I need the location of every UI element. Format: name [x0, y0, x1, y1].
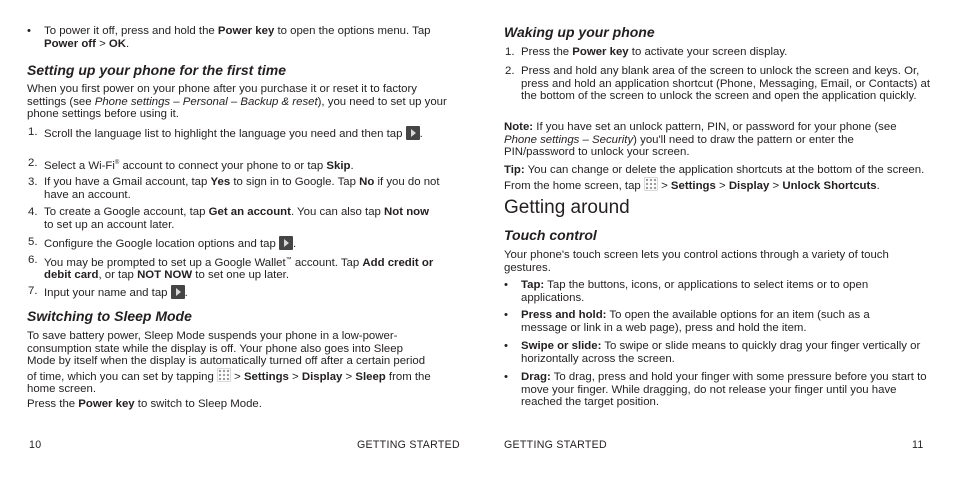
next-arrow-icon: [279, 236, 293, 250]
footer-section-left: GETTING STARTED: [357, 439, 460, 451]
sleep-press-power: Press the Power key to switch to Sleep Mode.: [27, 398, 262, 410]
power-off-bullet: • To power it off, press and hold the Power key to open the options menu. Tap Power off > OK.: [27, 25, 454, 50]
setup-step-4: 4. To create a Google account, tap Get an account. You can also tap Not now to set up an account later.: [28, 206, 429, 231]
gesture-swipe: • Swipe or slide: To swipe or slide means to quickly drag your finger vertically or horizontally across the screen.: [504, 340, 945, 365]
setup-intro: When you first power on your phone after you purchase it or reset it to factory settings (see Phone settings – Personal – Backup & reset), you need to set up your phone settings before using it.: [27, 83, 447, 121]
footer-section-right: GETTING STARTED: [504, 439, 607, 451]
setup-step-1: 1. Scroll the language list to highlight the language you need and then tap .: [28, 126, 423, 140]
apps-grid-icon: [644, 177, 658, 191]
setup-step-2: 2. Select a Wi-Fi® account to connect your phone to or tap Skip.: [28, 157, 354, 172]
getting-around-heading: Getting around: [504, 197, 630, 218]
page-number-right: 11: [912, 439, 924, 451]
touch-control-heading: Touch control: [504, 227, 597, 243]
setup-step-6: 6. You may be prompted to set up a Google Wallet™ account. Tap Add credit or debit card, or tap NOT NOW to set one up later.: [28, 254, 434, 282]
wake-heading: Waking up your phone: [504, 24, 655, 40]
setup-step-5: 5. Configure the Google location options and tap .: [28, 236, 297, 250]
tip-paragraph: Tip: You can change or delete the application shortcuts at the bottom of the screen. From the home screen, tap > Settings > Display > Unlock Shortcuts.: [504, 164, 925, 192]
wake-step-2: 2. Press and hold any blank area of the screen to unlock the screen and keys. Or, press and hold an application shortcut (Phone, Messaging, Email, or Contacts) at the bottom of the screen to unlock the screen and open the application quickly.: [505, 65, 931, 103]
setup-heading: Setting up your phone for the first time: [27, 62, 286, 78]
sleep-paragraph: To save battery power, Sleep Mode suspends your phone in a low-power-consumption state while the display is off. Your phone also goes into Sleep Mode by itself when the display is automatically turned off after a certain period of time, which you can set by tapping > Settings > Display > Sleep from the home screen.: [27, 330, 431, 396]
apps-grid-icon: [217, 368, 231, 382]
sleep-heading: Switching to Sleep Mode: [27, 308, 192, 324]
next-arrow-icon: [406, 126, 420, 140]
page-number-left: 10: [29, 439, 42, 451]
gesture-tap: • Tap: Tap the buttons, icons, or applications to select items or to open applications.: [504, 279, 916, 304]
wake-step-1: 1. Press the Power key to activate your screen display.: [505, 46, 788, 58]
touch-intro: Your phone's touch screen lets you control actions through a variety of touch gestures.: [504, 249, 889, 274]
gesture-press-and-hold: • Press and hold: To open the available options for an item (such as a message or link in a web page), press and hold the item.: [504, 309, 916, 334]
next-arrow-icon: [171, 285, 185, 299]
gesture-drag: • Drag: To drag, press and hold your finger with some pressure before you start to move your finger. While dragging, do not release your finger until you have reached the target position.: [504, 371, 931, 409]
note-paragraph: Note: If you have set an unlock pattern, PIN, or password for your phone (see Phone settings – Security) you'll need to draw the pattern or enter the PIN/password to unlock your screen.: [504, 121, 897, 159]
setup-step-3: 3. If you have a Gmail account, tap Yes to sign in to Google. Tap No if you do not have an account.: [28, 176, 440, 201]
setup-step-7: 7. Input your name and tap .: [28, 285, 188, 299]
